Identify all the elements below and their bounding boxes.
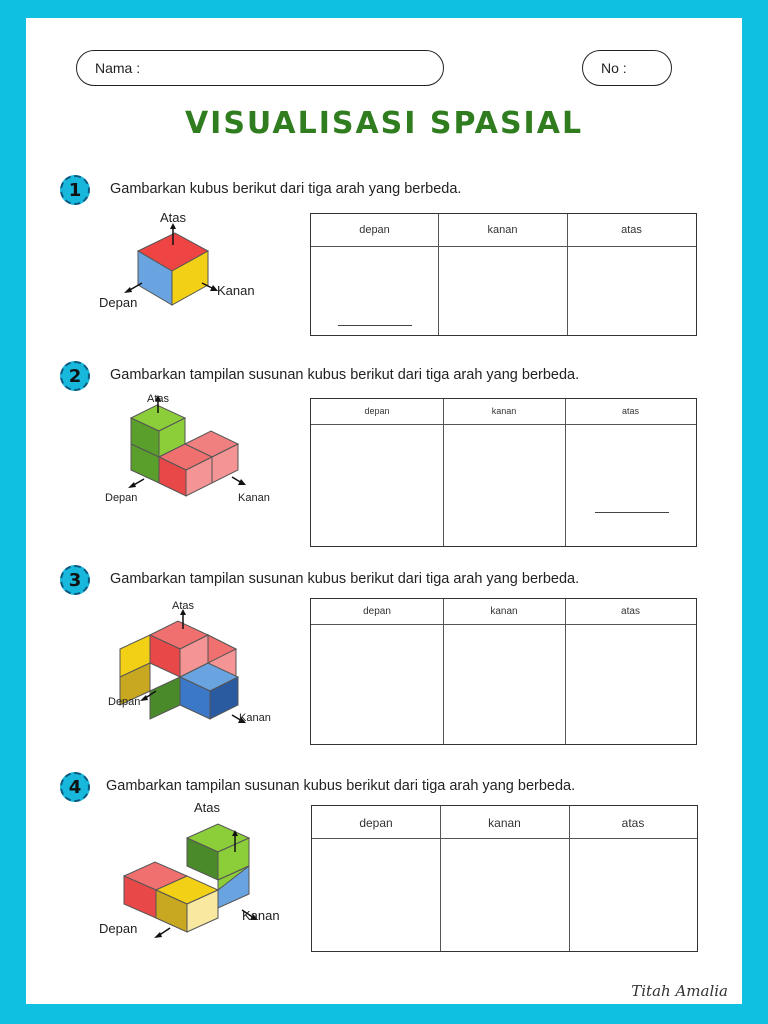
name-field[interactable] bbox=[76, 50, 444, 86]
column-header-atas: atas bbox=[621, 406, 639, 416]
number-label: No : bbox=[601, 60, 627, 76]
author-signature: Titah Amalia bbox=[631, 982, 728, 1000]
column-header-atas: atas bbox=[621, 224, 642, 236]
column-header-depan: depan bbox=[359, 224, 390, 236]
number-field[interactable] bbox=[582, 50, 672, 86]
answer-line bbox=[338, 325, 412, 326]
answer-table-1 bbox=[310, 213, 697, 336]
answer-table-3 bbox=[310, 598, 697, 745]
label-atas: Atas bbox=[147, 393, 170, 405]
column-header-kanan: kanan bbox=[488, 816, 521, 830]
column-header-atas: atas bbox=[621, 816, 645, 830]
answer-line bbox=[595, 512, 669, 513]
label-depan: Depan bbox=[99, 921, 138, 936]
question-instruction: Gambarkan tampilan susunan kubus berikut dari tiga arah yang berbeda. bbox=[110, 571, 580, 587]
label-kanan: Kanan bbox=[238, 492, 270, 504]
label-depan: Depan bbox=[108, 696, 141, 708]
question-number-badge: 4 bbox=[60, 772, 90, 802]
name-label: Nama : bbox=[95, 60, 141, 76]
question-number-badge: 1 bbox=[60, 175, 90, 205]
answer-table-4 bbox=[311, 805, 698, 952]
column-header-kanan: kanan bbox=[491, 406, 517, 416]
label-atas: Atas bbox=[194, 800, 221, 815]
question-number-badge: 2 bbox=[60, 361, 90, 391]
column-header-atas: atas bbox=[621, 606, 640, 617]
label-kanan: Kanan bbox=[239, 712, 271, 724]
question-instruction: Gambarkan kubus berikut dari tiga arah yang berbeda. bbox=[110, 181, 462, 197]
question-number-badge: 3 bbox=[60, 565, 90, 595]
column-header-depan: depan bbox=[359, 816, 393, 830]
label-atas: Atas bbox=[160, 210, 187, 225]
label-atas: Atas bbox=[172, 600, 195, 612]
label-kanan: Kanan bbox=[242, 908, 280, 923]
worksheet-page bbox=[26, 18, 742, 1004]
column-header-kanan: kanan bbox=[490, 606, 518, 617]
label-kanan: Kanan bbox=[217, 283, 255, 298]
page-title: VISUALISASI SPASIAL bbox=[184, 106, 584, 141]
column-header-depan: depan bbox=[363, 606, 391, 617]
question-instruction: Gambarkan tampilan susunan kubus berikut dari tiga arah yang berbeda. bbox=[110, 367, 580, 383]
label-depan: Depan bbox=[105, 492, 138, 504]
answer-table-2 bbox=[310, 398, 697, 547]
column-header-depan: depan bbox=[364, 406, 390, 416]
label-depan: Depan bbox=[99, 295, 138, 310]
column-header-kanan: kanan bbox=[487, 224, 518, 236]
question-instruction: Gambarkan tampilan susunan kubus berikut dari tiga arah yang berbeda. bbox=[106, 778, 576, 794]
